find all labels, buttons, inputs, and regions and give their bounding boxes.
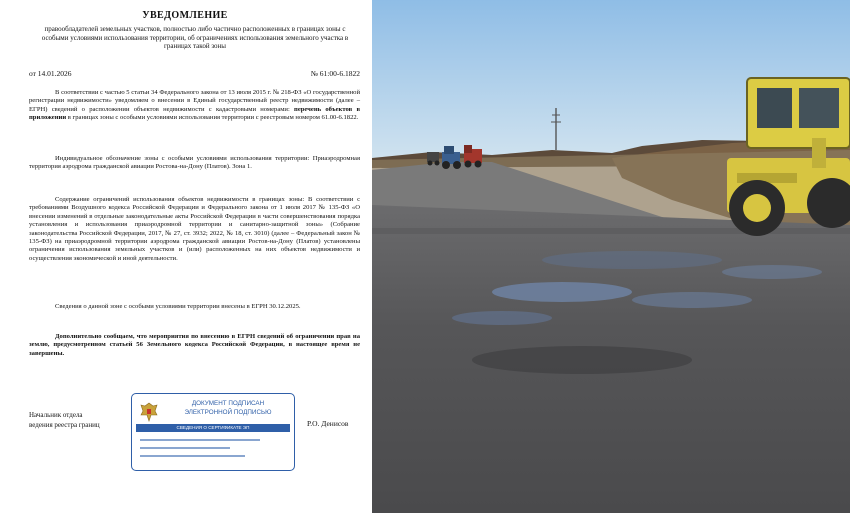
paragraph-legal-basis (29, 89, 360, 123)
paragraph-legal-basis-a: В соответствии с частью 5 статьи 34 Федерального закона от 13 июля 2015 г. № 218-ФЗ «О государственной регистрации недвижимости» уведомляем о внесении в Единый государственный реестр недвижимости (далее – ЕГРН) сведений о расположении объектов недвижимости с кадастровыми номерами: (29, 89, 360, 113)
water-puddle (722, 265, 822, 279)
paragraph-registry-date: Сведения о данной зоне с особыми условиями территории внесены в ЕГРН 30.12.2025. (55, 303, 301, 310)
electronic-signature-stamp (131, 393, 295, 471)
paragraph-zone-designation: Индивидуальное обозначение зоны с особыми условиями использования территории: Приаэродромная территория аэродрома гражданской авиации Ростова-на-Дону (Платов). Зона 1. (29, 155, 360, 171)
wet-patch (472, 346, 692, 374)
water-puddle (632, 292, 752, 308)
water-puddle (492, 282, 632, 302)
signer-position (29, 410, 100, 430)
photo-scene (372, 0, 850, 513)
stamp-detail-line (140, 447, 230, 449)
water-puddle (452, 311, 552, 325)
paragraph-legal-basis-bold: перечень объектов в приложении (29, 105, 361, 122)
road-edge (372, 228, 850, 234)
paragraph-restrictions: Содержание ограничений использования объектов недвижимости в границах зоны: В соответствии с требованиями Воздушного кодекса Российской Федерации и Федерального закона от 1 июля 2017 № 135-ФЗ «О внесении изменений в отдельные законодательные акты Российской Федерации в части совершенствования порядка установления и использования приаэродромной территории и санитарно-защитной зоны» (Собрание законодательства Российской Федерации, 2017, № 27, ст. 3932; 2022, № 18, ст. 3010) (далее – Федеральный закон № 135-ФЗ) на приаэродромной территории аэродрома гражданской авиации Ростов-на-Дону (Платов) установлены ограничения использования земельных участков и (или) расположенных на них объектов недвижимости и осуществления экономической и иной деятельности. (29, 196, 360, 262)
signer-name: Р.О. Денисов (307, 419, 349, 428)
signer-position-line1: Начальник отдела (29, 411, 83, 419)
document-title: УВЕДОМЛЕНИЕ (142, 10, 228, 21)
water-puddle (542, 251, 722, 269)
signer-position-line2: ведения реестра границ (29, 421, 100, 429)
road-construction-photo (372, 0, 850, 513)
notification-document (0, 0, 370, 513)
stamp-title-line1: ДОКУМЕНТ ПОДПИСАН (191, 400, 265, 407)
paragraph-additional-note: Дополнительно сообщаем, что мероприятия по внесению в ЕГРН сведений об ограничении прав на землю, предусмотренном статьей 56 Земельного кодекса Российской Федерации, в настоящее время не завершены. (29, 333, 360, 357)
paragraph-legal-basis-b: в границах зоны с особыми условиями использования территории с реестровым номером 61.00-6.1822. (66, 114, 359, 122)
stamp-detail-line (140, 455, 245, 457)
stamp-title-line2: ЭЛЕКТРОННОЙ ПОДПИСЬЮ (184, 409, 272, 416)
stamp-certificate-bar: СВЕДЕНИЯ О СЕРТИФИКАТЕ ЭП (136, 424, 290, 432)
document-subtitle: правообладателей земельных участков, полностью либо частично расположенных в границах зоны с особыми условиями использования территории, об ограничениях использования земельного участка в границах такой зоны (41, 25, 349, 50)
coat-of-arms-icon (139, 401, 159, 423)
document-date: от 14.01.2026 (29, 69, 72, 78)
document-number: № 61:00-6.1822 (310, 69, 360, 78)
stamp-detail-line (140, 439, 260, 441)
